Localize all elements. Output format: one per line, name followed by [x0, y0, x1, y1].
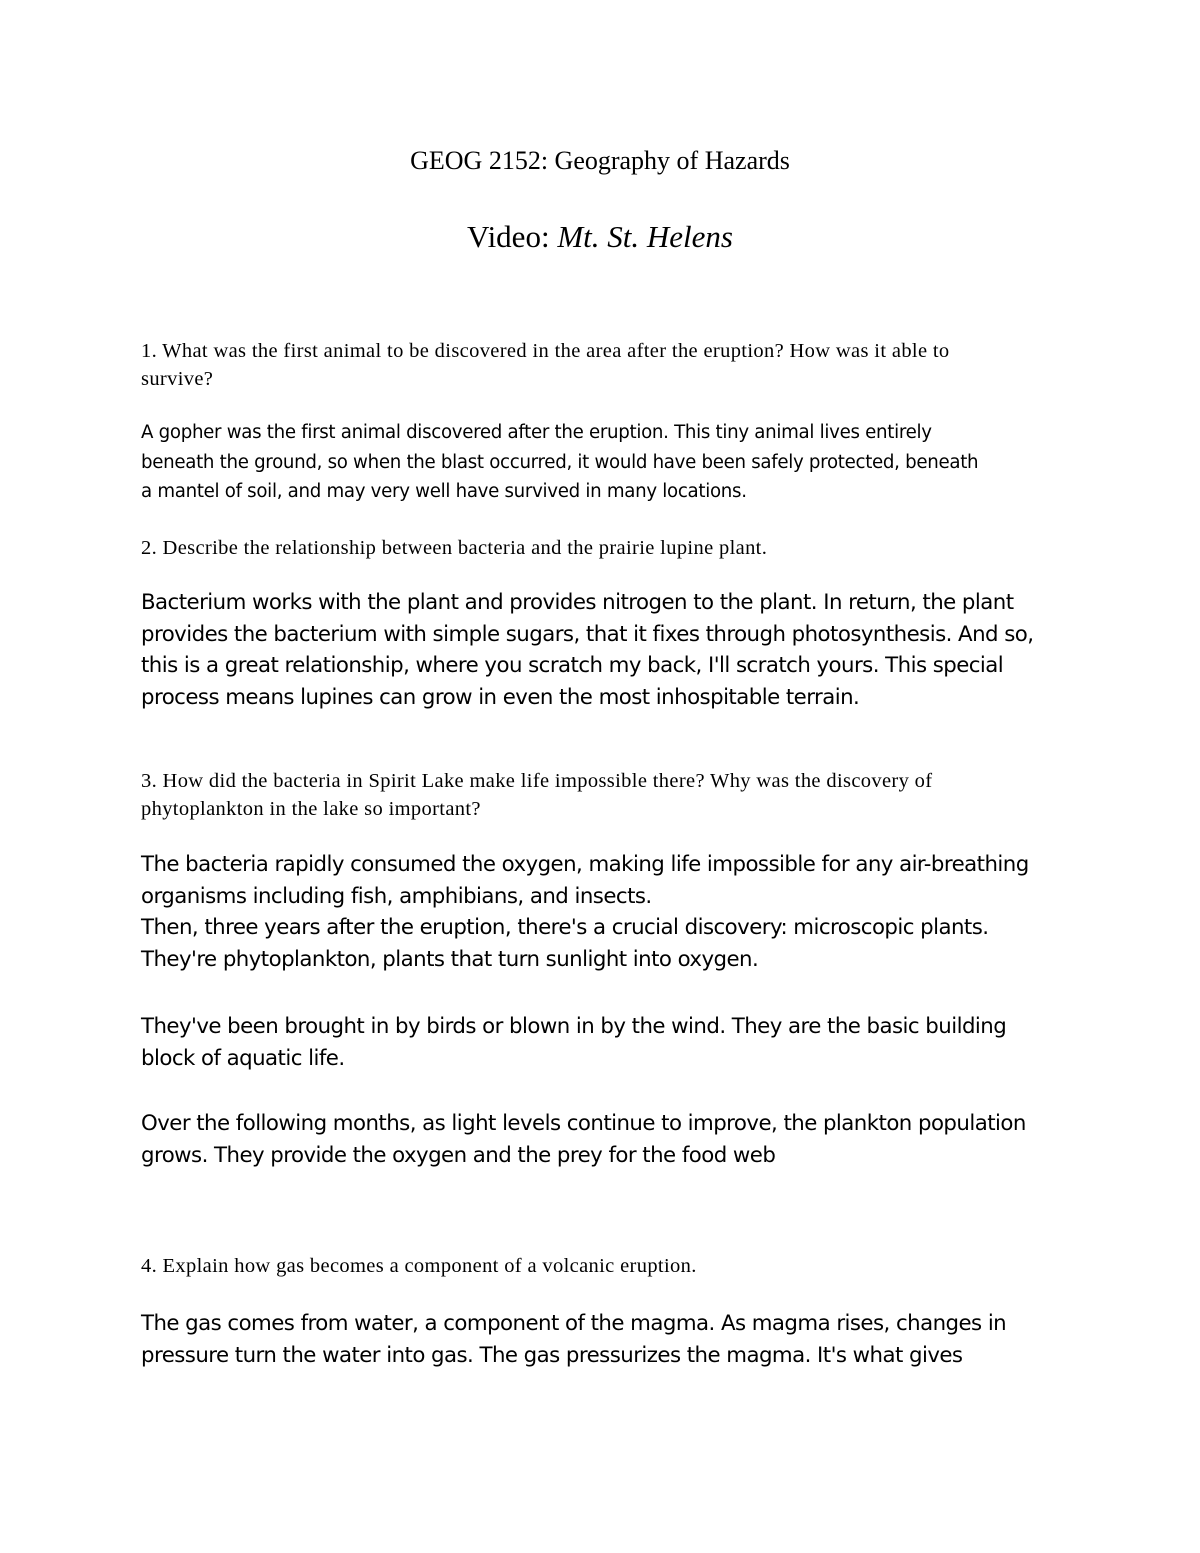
- answer-3-line: block of aquatic life.: [141, 1045, 345, 1071]
- question-1: [141, 337, 1061, 393]
- question-4: [141, 1252, 1061, 1280]
- answer-2-line: Bacterium works with the plant and provides nitrogen to the plant. In return, the plant: [141, 590, 1014, 615]
- answer-3-line: They're phytoplankton, plants that turn sunlight into oxygen.: [141, 946, 759, 972]
- video-name: Mt. St. Helens: [557, 219, 733, 254]
- answer-1-line: beneath the ground, so when the blast occurred, it would have been safely protected, beneath: [141, 451, 979, 473]
- answer-2: [141, 587, 1076, 713]
- answer-1-line: a mantel of soil, and may very well have survived in many locations.: [141, 481, 747, 502]
- answer-3-line: Then, three years after the eruption, there's a crucial discovery: microscopic plants.: [141, 915, 989, 940]
- video-title: [0, 216, 1200, 258]
- question-1-line: survive?: [141, 368, 214, 390]
- question-3: [141, 767, 1061, 823]
- answer-3-line: Over the following months, as light levels continue to improve, the plankton population: [141, 1111, 1026, 1136]
- question-2-line: 2. Describe the relationship between bacteria and the prairie lupine plant.: [141, 537, 768, 559]
- answer-2-line: this is a great relationship, where you scratch my back, I'll scratch yours. This special: [141, 653, 1004, 678]
- answer-4-line: pressure turn the water into gas. The gas pressurizes the magma. It's what gives: [141, 1342, 963, 1368]
- answer-3-line: grows. They provide the oxygen and the prey for the food web: [141, 1142, 776, 1168]
- answer-3-paragraph-3: [141, 1108, 1076, 1171]
- question-2: [141, 534, 1061, 562]
- question-3-line: phytoplankton in the lake so important?: [141, 798, 481, 820]
- answer-3-line: They've been brought in by birds or blown in by the wind. They are the basic building: [141, 1014, 1007, 1039]
- answer-1: [141, 418, 1071, 507]
- question-4-line: 4. Explain how gas becomes a component of a volcanic eruption.: [141, 1255, 697, 1277]
- video-title-prefix: Video:: [467, 219, 558, 254]
- answer-2-line: provides the bacterium with simple sugars, that it fixes through photosynthesis. And so,: [141, 621, 1034, 647]
- answer-3-paragraph-1: [141, 849, 1076, 975]
- answer-3-paragraph-2: [141, 1011, 1076, 1074]
- answer-3-line: The bacteria rapidly consumed the oxygen, making life impossible for any air-breathing: [141, 852, 1029, 877]
- question-3-line: 3. How did the bacteria in Spirit Lake make life impossible there? Why was the discovery of: [141, 770, 933, 792]
- answer-1-line: A gopher was the first animal discovered after the eruption. This tiny animal lives entirely: [141, 422, 932, 443]
- answer-2-line: process means lupines can grow in even the most inhospitable terrain.: [141, 684, 860, 710]
- course-title: GEOG 2152: Geography of Hazards: [410, 146, 790, 175]
- answer-3-line: organisms including fish, amphibians, and insects.: [141, 883, 652, 909]
- answer-4: [141, 1308, 1076, 1371]
- question-1-line: 1. What was the first animal to be discovered in the area after the eruption? How was it able to: [141, 340, 950, 362]
- answer-4-line: The gas comes from water, a component of the magma. As magma rises, changes in: [141, 1311, 1007, 1336]
